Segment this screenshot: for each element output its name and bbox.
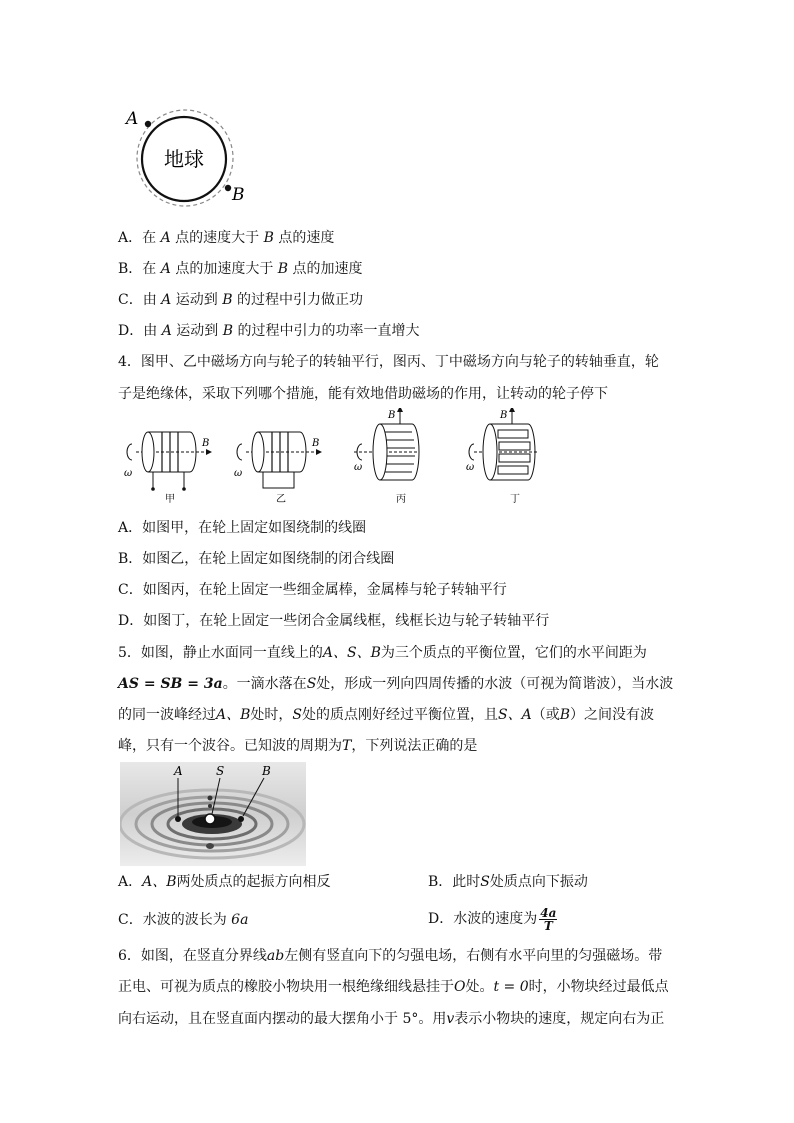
- svg-text:ω: ω: [466, 462, 475, 473]
- svg-text:乙: 乙: [276, 494, 286, 505]
- point-b-dot: [225, 185, 231, 191]
- q4-figures: [118, 408, 558, 508]
- svg-text:B: B: [312, 438, 320, 449]
- point-b-label: B: [232, 185, 245, 205]
- q5-stem-line4: 峰，只有一个波谷。已知波的周期为T，下列说法正确的是: [118, 738, 478, 754]
- svg-text:ω: ω: [124, 468, 133, 479]
- earth-label: 地球: [164, 147, 204, 171]
- q5-stem-line1: 5．如图，静止水面同一直线上的A、S、B为三个质点的平衡位置，它们的水平间距为: [118, 645, 647, 661]
- point-a-label: A: [126, 109, 139, 129]
- q3-option-a: A．在 A 点的速度大于 B 点的速度: [118, 230, 335, 246]
- ripple-label-a: A: [174, 764, 183, 778]
- figure-yi: [234, 432, 322, 505]
- q6-stem-line1: 6．如图，在竖直分界线ab左侧有竖直向下的匀强电场，右侧有水平向里的匀强磁场。带: [118, 948, 663, 964]
- point-a-dot: [145, 121, 151, 127]
- q5-option-d: D．水波的速度为 $\frac{4a}{T}$: [428, 905, 557, 933]
- q5-option-c: C．水波的波长为 6a: [118, 912, 249, 928]
- svg-text:B: B: [500, 410, 508, 421]
- earth-orbit-figure: [120, 100, 250, 210]
- fraction-4a-over-t: $\frac{4a}{T}$: [540, 905, 557, 933]
- ripple-label-s: S: [216, 764, 225, 778]
- q3-option-d: D．由 A 运动到 B 的过程中引力的功率一直增大: [118, 323, 420, 339]
- q4-option-b: B．如图乙，在轮上固定如图绕制的闭合线圈: [118, 551, 395, 567]
- figure-ding: [466, 408, 538, 505]
- svg-text:丙: 丙: [396, 494, 406, 505]
- svg-text:B: B: [388, 410, 396, 421]
- q4-option-a: A．如图甲，在轮上固定如图绕制的线圈: [118, 520, 367, 536]
- q4-option-c: C．如图丙，在轮上固定一些细金属棒，金属棒与轮子转轴平行: [118, 582, 507, 598]
- water-ripple-photo: [120, 762, 306, 866]
- q5-option-b: B．此时S处质点向下振动: [428, 874, 588, 890]
- svg-text:ω: ω: [354, 462, 363, 473]
- formula: AS = SB = 3a: [118, 676, 223, 692]
- q4-stem-line2: 子是绝缘体，采取下列哪个措施，能有效地借助磁场的作用，让转动的轮子停下: [118, 386, 608, 402]
- q5-stem-line2: AS = SB = 3a。一滴水落在S处，形成一列向四周传播的水波（可视为简谐波），当水波: [118, 676, 674, 692]
- svg-text:B: B: [202, 438, 210, 449]
- svg-text:甲: 甲: [165, 494, 175, 505]
- q5-stem-line3: 的同一波峰经过A、B处时，S处的质点刚好经过平衡位置，且S、A（或B）之间没有波: [118, 707, 654, 723]
- figure-bing: [354, 408, 419, 505]
- q6-stem-line3: 向右运动，且在竖直面内摆动的最大摆角小于 5°。用v表示小物块的速度，规定向右为正: [118, 1011, 665, 1027]
- svg-text:ω: ω: [234, 468, 243, 479]
- q3-option-c: C．由 A 运动到 B 的过程中引力做正功: [118, 292, 363, 308]
- q6-stem-line2: 正电、可视为质点的橡胶小物块用一根绝缘细线悬挂于O处。t = 0时，小物块经过最低点: [118, 979, 669, 995]
- q4-stem-line1: 4．图甲、乙中磁场方向与轮子的转轴平行，图丙、丁中磁场方向与轮子的转轴垂直，轮: [118, 354, 659, 370]
- ripple-label-b: B: [262, 764, 271, 778]
- q5-option-a: A．A、B两处质点的起振方向相反: [118, 874, 331, 890]
- figure-jia: [124, 432, 212, 505]
- q4-option-d: D．如图丁，在轮上固定一些闭合金属线框，线框长边与轮子转轴平行: [118, 613, 550, 629]
- svg-text:丁: 丁: [510, 494, 520, 505]
- q3-option-b: B．在 A 点的加速度大于 B 点的加速度: [118, 261, 363, 277]
